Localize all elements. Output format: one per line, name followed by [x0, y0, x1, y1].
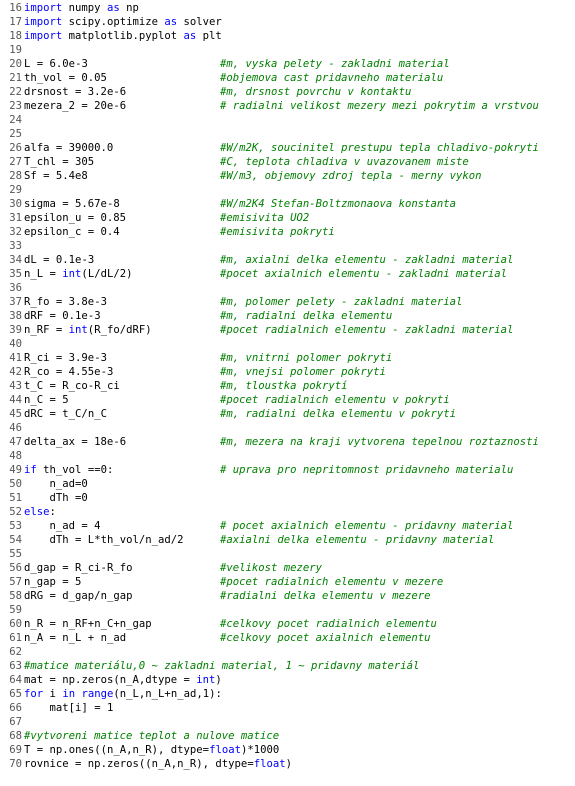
code-text: mat = np.zeros(n_A,dtype = int): [24, 674, 222, 686]
code-comment: #m, axialni delka elementu - zakladni material: [220, 254, 514, 266]
code-line[interactable]: [0, 659, 575, 673]
code-text: dRG = d_gap/n_gap #radialni delka elementu v mezere: [24, 590, 431, 602]
code-text: n_gap = 5 #pocet radialnich elementu v mezere: [24, 576, 444, 588]
code-text: R_ci = 3.9e-3 #m, vnitrni polomer pokryti: [24, 352, 393, 364]
code-line[interactable]: [0, 379, 575, 393]
code-line[interactable]: [0, 113, 575, 127]
code-comment: #C, teplota chladiva v uvazovanem miste: [220, 156, 469, 168]
code-comment: #m, polomer pelety - zakladni material: [220, 296, 463, 308]
line-number: 69: [9, 744, 22, 756]
code-text: import matplotlib.pyplot as plt: [24, 30, 222, 42]
code-text: [24, 239, 575, 253]
code-line[interactable]: [0, 673, 575, 687]
code-comment: #pocet radialnich elementu v mezere: [220, 576, 444, 588]
code-comment: # radialni velikost mezery mezi pokrytim a vrstvou: [220, 100, 539, 112]
code-line[interactable]: [0, 295, 575, 309]
code-comment: #emisivita pokryti: [220, 226, 335, 238]
code-text: th_vol = 0.05 #objemova cast pridavneho materialu: [24, 72, 444, 84]
line-number: 36: [9, 282, 22, 294]
code-line[interactable]: [0, 281, 575, 295]
code-text: [24, 547, 575, 561]
code-text: else:: [24, 506, 56, 518]
code-line[interactable]: [0, 29, 575, 43]
code-text: [24, 127, 575, 141]
code-comment: #m, tloustka pokrytí: [220, 380, 348, 392]
code-comment: #pocet radialnich elementu v pokryti: [220, 394, 450, 406]
line-number: 37: [9, 296, 22, 308]
line-number: 16: [9, 2, 22, 14]
code-comment: #m, radialni delka elementu: [220, 310, 393, 322]
code-text: [24, 281, 575, 295]
code-text: n_R = n_RF+n_C+n_gap #celkovy pocet radialnich elementu: [24, 618, 437, 630]
line-number: 20: [9, 58, 22, 70]
code-text: T = np.ones((n_A,n_R), dtype=float)*1000: [24, 744, 280, 756]
line-number: 23: [9, 100, 22, 112]
line-number: 50: [9, 478, 22, 490]
code-line[interactable]: [0, 155, 575, 169]
line-number: 17: [9, 16, 22, 28]
line-number: 60: [9, 618, 22, 630]
code-line[interactable]: [0, 127, 575, 141]
line-number: 31: [9, 212, 22, 224]
code-line[interactable]: [0, 43, 575, 57]
line-number: 70: [9, 758, 22, 770]
line-number: 32: [9, 226, 22, 238]
code-text: n_C = 5 #pocet radialnich elementu v pokryti: [24, 394, 450, 406]
code-comment: #pocet axialnich elementu - zakladni material: [220, 268, 508, 280]
code-line[interactable]: [0, 169, 575, 183]
code-line[interactable]: [0, 547, 575, 561]
line-number: 35: [9, 268, 22, 280]
code-line[interactable]: [0, 477, 575, 491]
code-line[interactable]: [0, 71, 575, 85]
line-number: 54: [9, 534, 22, 546]
code-line[interactable]: [0, 729, 575, 743]
code-text: delta_ax = 18e-6 #m, mezera na kraji vytvorena tepelnou roztaznosti: [24, 436, 539, 448]
code-text: dRC = t_C/n_C #m, radialni delka elementu v pokryti: [24, 408, 456, 420]
line-number: 34: [9, 254, 22, 266]
code-comment: #objemova cast pridavneho materialu: [220, 72, 444, 84]
code-line[interactable]: [0, 323, 575, 337]
line-number: 38: [9, 310, 22, 322]
code-text: mezera_2 = 20e-6 # radialni velikost mezery mezi pokrytim a vrstvou: [24, 100, 539, 112]
code-line[interactable]: [0, 365, 575, 379]
line-number: 26: [9, 142, 22, 154]
line-number: 21: [9, 72, 22, 84]
line-number: 63: [9, 660, 22, 672]
line-number: 24: [9, 114, 22, 126]
code-comment: # uprava pro nepritomnost pridavneho materialu: [220, 464, 514, 476]
code-line[interactable]: [0, 407, 575, 421]
code-line[interactable]: [0, 15, 575, 29]
code-line[interactable]: [0, 533, 575, 547]
line-number: 58: [9, 590, 22, 602]
code-comment: # pocet axialnich elementu - pridavny material: [220, 520, 514, 532]
code-line[interactable]: [0, 645, 575, 659]
code-text: R_fo = 3.8e-3 #m, polomer pelety - zakladni material: [24, 296, 463, 308]
code-line[interactable]: [0, 631, 575, 645]
code-line[interactable]: [0, 99, 575, 113]
code-line[interactable]: [0, 463, 575, 477]
code-comment: #m, vnejsi polomer pokryti: [220, 366, 386, 378]
code-comment: #pocet radialnich elementu - zakladni material: [220, 324, 514, 336]
code-line[interactable]: [0, 351, 575, 365]
code-line[interactable]: [0, 239, 575, 253]
code-text: for i in range(n_L,n_L+n_ad,1):: [24, 688, 222, 700]
code-text: sigma = 5.67e-8 #W/m2K4 Stefan-Boltzmonaova konstanta: [24, 198, 456, 210]
code-comment: #W/m2K4 Stefan-Boltzmonaova konstanta: [220, 198, 456, 210]
line-number: 46: [9, 422, 22, 434]
line-number: 61: [9, 632, 22, 644]
code-line[interactable]: [0, 603, 575, 617]
line-number: 67: [9, 716, 22, 728]
code-text: t_C = R_co-R_ci #m, tloustka pokrytí: [24, 380, 348, 392]
code-text: n_ad = 4 # pocet axialnich elementu - pridavny material: [49, 520, 514, 532]
code-line[interactable]: [0, 701, 575, 715]
code-line[interactable]: [0, 211, 575, 225]
code-text: n_RF = int(R_fo/dRF) #pocet radialnich elementu - zakladni material: [24, 324, 514, 336]
code-comment: #radialni delka elementu v mezere: [220, 590, 431, 602]
code-text: epsilon_c = 0.4 #emisivita pokryti: [24, 226, 335, 238]
code-line[interactable]: [0, 687, 575, 701]
code-comment: #m, mezera na kraji vytvorena tepelnou roztaznosti: [220, 436, 539, 448]
code-text: [24, 645, 575, 659]
line-number: 68: [9, 730, 22, 742]
code-line[interactable]: [0, 519, 575, 533]
code-text: [24, 715, 575, 729]
code-text: [24, 421, 575, 435]
code-text: epsilon_u = 0.85 #emisivita UO2: [24, 212, 310, 224]
code-text: import numpy as np: [24, 2, 139, 14]
code-text: n_L = int(L/dL/2) #pocet axialnich elementu - zakladni material: [24, 268, 508, 280]
code-line[interactable]: [0, 225, 575, 239]
code-text: d_gap = R_ci-R_fo #velikost mezery: [24, 562, 323, 574]
code-text: drsnost = 3.2e-6 #m, drsnost povrchu v kontaktu: [24, 86, 412, 98]
line-number: 53: [9, 520, 22, 532]
code-text: Sf = 5.4e8 #W/m3, objemovy zdroj tepla - merny vykon: [24, 170, 482, 182]
line-number: 28: [9, 170, 22, 182]
code-line[interactable]: [0, 449, 575, 463]
code-text: mat[i] = 1: [49, 702, 114, 714]
code-line[interactable]: [0, 141, 575, 155]
code-text: dTh =0: [49, 492, 88, 504]
code-text: [24, 183, 575, 197]
line-number: 33: [9, 240, 22, 252]
code-comment: #m, vyska pelety - zakladni material: [220, 58, 450, 70]
line-number: 44: [9, 394, 22, 406]
code-comment: #W/m2K, soucinitel prestupu tepla chladivo-pokryti: [220, 142, 539, 154]
code-line[interactable]: [0, 1, 575, 15]
code-line[interactable]: [0, 57, 575, 71]
line-number: 40: [9, 338, 22, 350]
code-text: [24, 43, 575, 57]
line-number: 18: [9, 30, 22, 42]
code-line[interactable]: [0, 337, 575, 351]
code-text: [24, 603, 575, 617]
line-number: 55: [9, 548, 22, 560]
line-number: 59: [9, 604, 22, 616]
code-text: dRF = 0.1e-3 #m, radialni delka elementu: [24, 310, 393, 322]
code-comment: #emisivita UO2: [220, 212, 310, 224]
code-line[interactable]: [0, 505, 575, 519]
code-line[interactable]: [0, 743, 575, 757]
line-number: 30: [9, 198, 22, 210]
line-number: 27: [9, 156, 22, 168]
code-text: dTh = L*th_vol/n_ad/2 #axialni delka elementu - pridavny material: [49, 534, 495, 546]
line-number: 45: [9, 408, 22, 420]
code-comment: #m, vnitrni polomer pokryti: [220, 352, 393, 364]
code-text: L = 6.0e-3 #m, vyska pelety - zakladni material: [24, 58, 450, 70]
code-line[interactable]: [0, 491, 575, 505]
line-number: 48: [9, 450, 22, 462]
line-number: 65: [9, 688, 22, 700]
line-number: 49: [9, 464, 22, 476]
code-line[interactable]: [0, 589, 575, 603]
line-number: 66: [9, 702, 22, 714]
line-number: 19: [9, 44, 22, 56]
code-line[interactable]: [0, 757, 575, 771]
code-comment: #celkovy pocet radialnich elementu: [220, 618, 437, 630]
code-text: n_A = n_L + n_ad #celkovy pocet axialnich elementu: [24, 632, 431, 644]
code-text: #vytvoreni matice teplot a nulove matice: [24, 730, 280, 742]
code-text: if th_vol ==0: # uprava pro nepritomnost pridavneho materialu: [24, 464, 514, 476]
line-number: 22: [9, 86, 22, 98]
line-number: 42: [9, 366, 22, 378]
code-comment: #W/m3, objemovy zdroj tepla - merny vykon: [220, 170, 482, 182]
code-line[interactable]: [0, 197, 575, 211]
line-number: 57: [9, 576, 22, 588]
line-number: 25: [9, 128, 22, 140]
code-line[interactable]: [0, 561, 575, 575]
line-number: 41: [9, 352, 22, 364]
code-comment: #axialni delka elementu - pridavny material: [220, 534, 495, 546]
line-number: 64: [9, 674, 22, 686]
line-number: 56: [9, 562, 22, 574]
code-line[interactable]: [0, 253, 575, 267]
code-line[interactable]: [0, 421, 575, 435]
code-text: dL = 0.1e-3 #m, axialni delka elementu - zakladni material: [24, 254, 514, 266]
code-line[interactable]: [0, 85, 575, 99]
line-number: 52: [9, 506, 22, 518]
code-text: n_ad=0: [49, 478, 88, 490]
line-number: 62: [9, 646, 22, 658]
line-number: 47: [9, 436, 22, 448]
code-comment: #m, drsnost povrchu v kontaktu: [220, 86, 412, 98]
code-text: import scipy.optimize as solver: [24, 16, 222, 28]
line-number: 51: [9, 492, 22, 504]
code-line[interactable]: [0, 393, 575, 407]
code-comment: #m, radialni delka elementu v pokryti: [220, 408, 456, 420]
code-comment: #celkovy pocet axialnich elementu: [220, 632, 431, 644]
code-line[interactable]: [0, 435, 575, 449]
code-text: [24, 449, 575, 463]
code-text: [24, 337, 575, 351]
code-line[interactable]: [0, 617, 575, 631]
code-text: T_chl = 305 #C, teplota chladiva v uvazovanem miste: [24, 156, 469, 168]
code-line[interactable]: [0, 183, 575, 197]
code-text: rovnice = np.zeros((n_A,n_R), dtype=float): [24, 758, 292, 770]
code-line[interactable]: [0, 267, 575, 281]
line-number: 29: [9, 184, 22, 196]
code-text: #matice materiálu,0 ~ zakladni material, 1 ~ pridavny materiál: [24, 660, 420, 672]
code-line[interactable]: [0, 309, 575, 323]
code-text: R_co = 4.55e-3 #m, vnejsi polomer pokryti: [24, 366, 386, 378]
code-line[interactable]: [0, 575, 575, 589]
code-comment: #velikost mezery: [220, 562, 323, 574]
line-number: 43: [9, 380, 22, 392]
line-number: 39: [9, 324, 22, 336]
code-text: [24, 113, 575, 127]
code-line[interactable]: [0, 715, 575, 729]
code-text: alfa = 39000.0 #W/m2K, soucinitel prestupu tepla chladivo-pokryti: [24, 142, 539, 154]
